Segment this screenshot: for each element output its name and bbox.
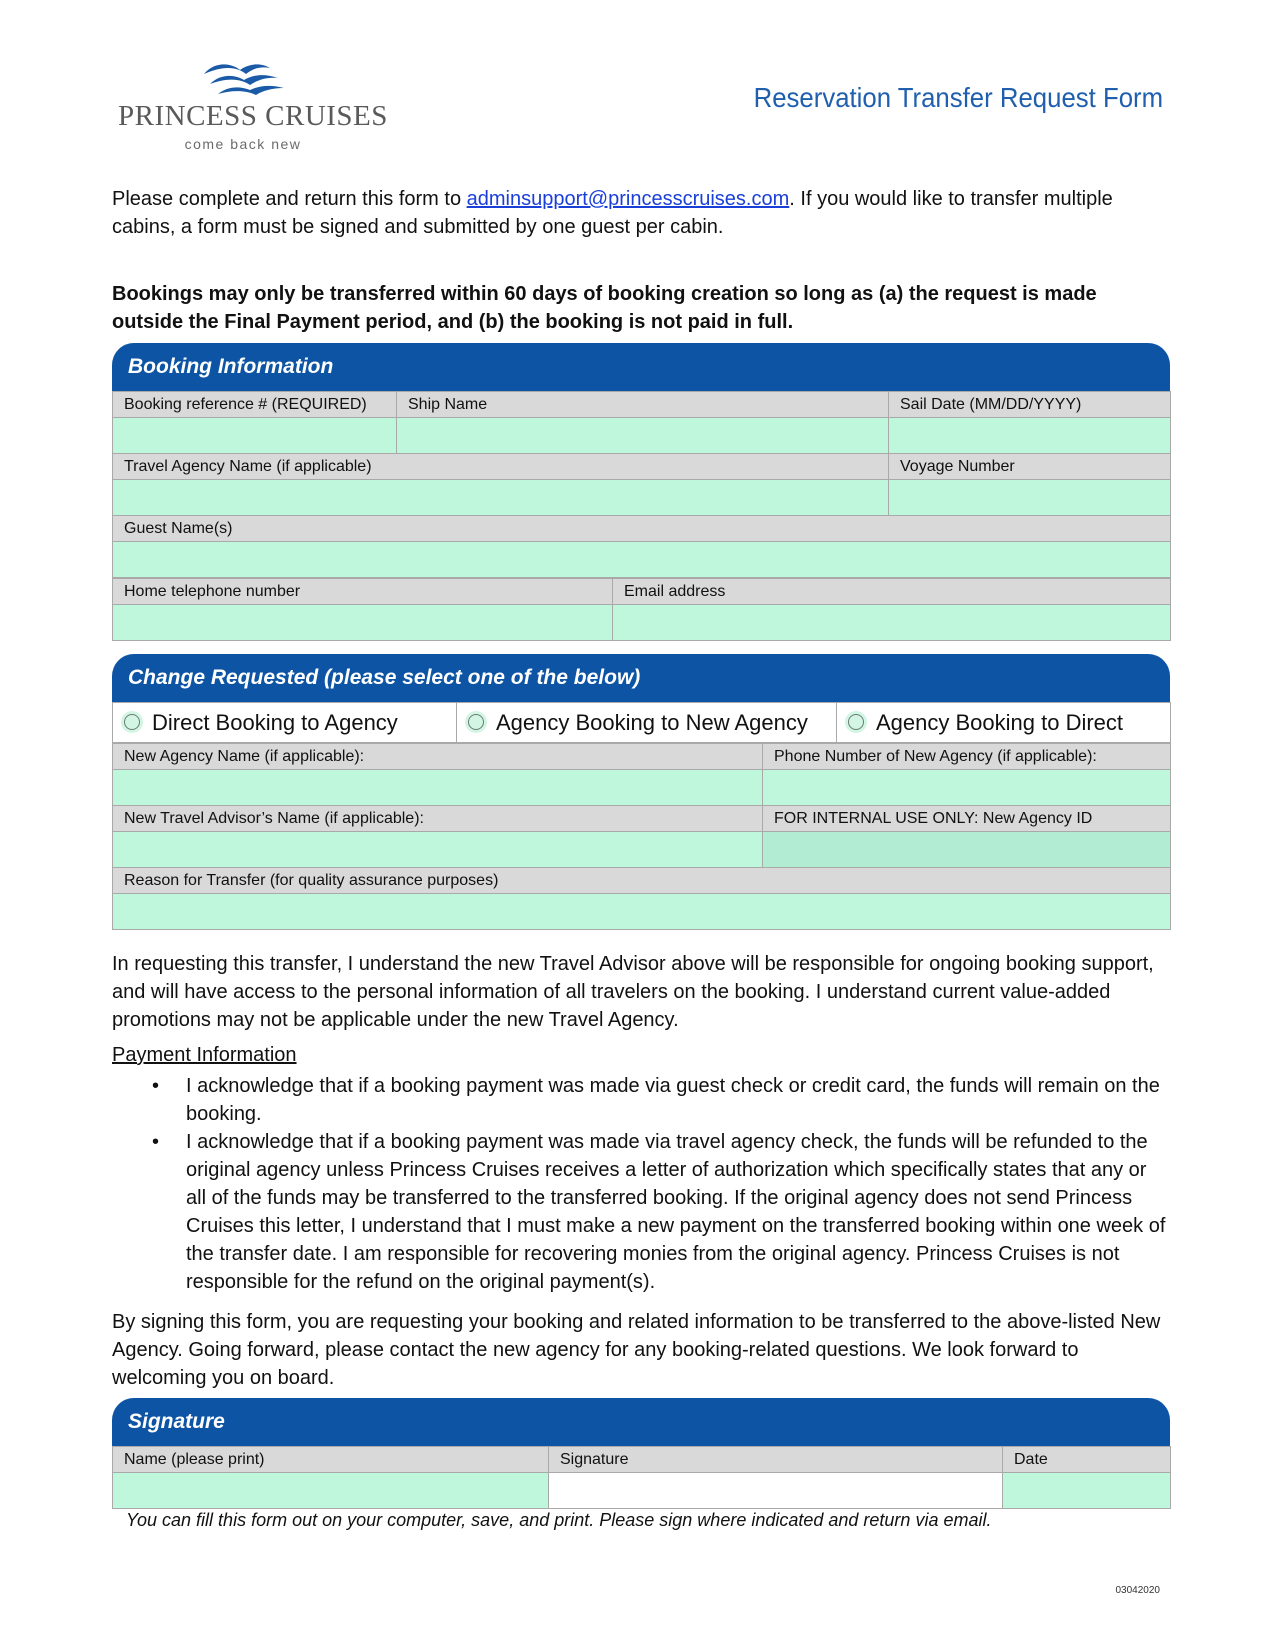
date-label: Date	[1003, 1447, 1171, 1473]
change-section-header: Change Requested (please select one of the below)	[112, 654, 1170, 702]
signature-label: Signature	[549, 1447, 1003, 1473]
radio-button-icon[interactable]	[468, 714, 484, 730]
new-agency-name-label: New Agency Name (if applicable):	[113, 744, 763, 770]
signature-table	[112, 1446, 1171, 1509]
guest-names-label: Guest Name(s)	[113, 516, 1171, 542]
bullet-icon: •	[152, 1075, 160, 1097]
ship-name-label: Ship Name	[397, 392, 889, 418]
guest-names-field[interactable]	[113, 542, 1171, 578]
voyage-number-label: Voyage Number	[889, 454, 1171, 480]
logo-tagline: come back new	[184, 136, 302, 152]
signature-section-header: Signature	[112, 1398, 1170, 1446]
wave-logo-icon	[200, 60, 286, 98]
footnote: You can fill this form out on your computer, save, and print. Please sign where indicated and return via email.	[126, 1510, 992, 1530]
voyage-number-field[interactable]	[889, 480, 1171, 516]
radio-button-icon[interactable]	[124, 714, 140, 730]
contact-table	[112, 578, 1171, 641]
print-name-label: Name (please print)	[113, 1447, 549, 1473]
new-agency-name-field[interactable]	[113, 770, 763, 806]
new-advisor-name-field[interactable]	[113, 832, 763, 868]
email-link[interactable]: adminsupport@princesscruises.com	[466, 188, 790, 210]
transfer-reason-label: Reason for Transfer (for quality assurance purposes)	[113, 868, 1171, 894]
home-phone-label: Home telephone number	[113, 579, 613, 605]
list-item-text: I acknowledge that if a booking payment was made via guest check or credit card, the funds will remain on the booking.	[186, 1075, 1160, 1125]
form-title: Reservation Transfer Request Form	[753, 82, 1163, 113]
email-address-field[interactable]	[613, 605, 1171, 641]
option-agency-to-direct[interactable]	[837, 703, 1171, 743]
option-label: Agency Booking to Direct	[876, 709, 1124, 735]
new-agency-id-label: FOR INTERNAL USE ONLY: New Agency ID	[763, 806, 1171, 832]
princess-cruises-logo	[118, 60, 388, 152]
new-advisor-name-label: New Travel Advisor’s Name (if applicable):	[113, 806, 763, 832]
booking-information-section	[112, 343, 1170, 641]
print-name-field[interactable]	[113, 1473, 549, 1509]
list-item	[112, 1128, 1172, 1296]
booking-section-header: Booking Information	[112, 343, 1170, 391]
new-agency-phone-field[interactable]	[763, 770, 1171, 806]
email-address-label: Email address	[613, 579, 1171, 605]
sail-date-label: Sail Date (MM/DD/YYYY)	[889, 392, 1171, 418]
closing-paragraph: By signing this form, you are requesting your booking and related information to be transferred to the above-listed New Agency. Going forward, please contact the new agency for any booking-related questions. We look forward to welcoming you on board.	[112, 1311, 1161, 1389]
home-phone-field[interactable]	[113, 605, 613, 641]
booking-ref-label: Booking reference # (REQUIRED)	[113, 392, 397, 418]
list-item	[112, 1072, 1172, 1128]
date-field[interactable]	[1003, 1473, 1171, 1509]
intro-paragraph	[112, 185, 1172, 241]
transfer-reason-field[interactable]	[113, 894, 1171, 930]
agency-name-field[interactable]	[113, 480, 889, 516]
change-options-table	[112, 702, 1171, 743]
new-agency-id-field[interactable]	[763, 832, 1171, 868]
agency-name-label: Travel Agency Name (if applicable)	[113, 454, 889, 480]
logo-brand-text: PRINCESS CRUISES	[118, 100, 388, 132]
bullet-icon: •	[152, 1131, 160, 1153]
signature-section	[112, 1398, 1170, 1509]
radio-button-icon[interactable]	[848, 714, 864, 730]
option-agency-to-new-agency[interactable]	[457, 703, 837, 743]
intro-text-before: Please complete and return this form to	[112, 188, 467, 210]
list-item-text: I acknowledge that if a booking payment was made via travel agency check, the funds will be refunded to the original agency unless Princess Cruises receives a letter of authorization which specifically states that any or all of the funds may be transferred to the transferred booking. If the original agency does not send Princess Cruises this letter, I understand that I must make a new payment on the transferred booking within one week of the transfer date. I am responsible for recovering monies from the original agency. Princess Cruises is not responsible for the refund on the original payment(s).	[186, 1131, 1166, 1293]
new-agency-phone-label: Phone Number of New Agency (if applicable):	[763, 744, 1171, 770]
option-direct-to-agency[interactable]	[113, 703, 457, 743]
option-label: Direct Booking to Agency	[152, 709, 398, 735]
signature-field[interactable]	[549, 1473, 1003, 1509]
change-requested-section	[112, 654, 1170, 930]
booking-ref-field[interactable]	[113, 418, 397, 454]
payment-information-heading: Payment Information	[112, 1044, 297, 1066]
new-agency-table	[112, 743, 1171, 930]
payment-information-list	[112, 1072, 1172, 1296]
transfer-notice: Bookings may only be transferred within 60 days of booking creation so long as (a) the request is made outside the Final Payment period, and (b) the booking is not paid in full.	[112, 283, 1097, 333]
option-label: Agency Booking to New Agency	[496, 709, 808, 735]
form-code: 03042020	[1115, 1585, 1160, 1596]
intro-text-after: . If you would like to transfer multiple cabins, a form must be signed and submitted by one guest per cabin.	[112, 188, 1113, 238]
ship-name-field[interactable]	[397, 418, 889, 454]
booking-table	[112, 391, 1171, 578]
sail-date-field[interactable]	[889, 418, 1171, 454]
acknowledgement-paragraph: In requesting this transfer, I understand the new Travel Advisor above will be responsible for ongoing booking support, and will have access to the personal information of all travelers on the booking. I understand current value-added promotions may not be applicable under the new Travel Agency.	[112, 953, 1154, 1031]
